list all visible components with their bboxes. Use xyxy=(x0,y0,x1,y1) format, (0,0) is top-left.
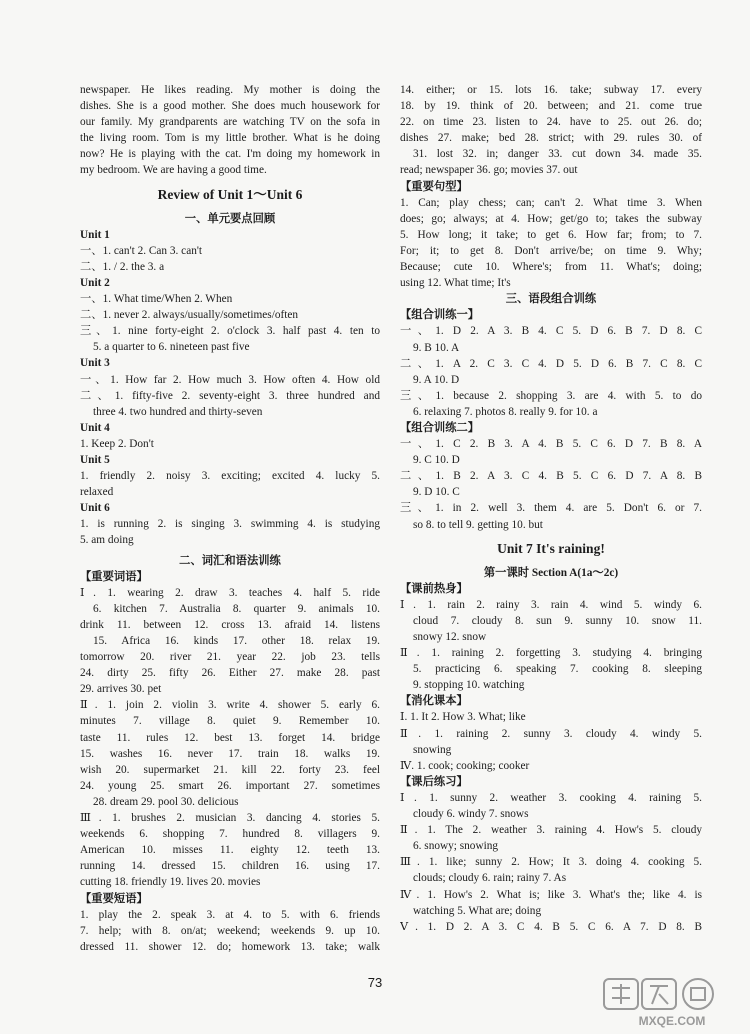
text-line: Ⅲ. 1. brushes 2. musician 3. dancing 4. stories 5. xyxy=(80,812,380,825)
text-line: 29. arrives 30. pet xyxy=(80,683,162,696)
text-line: now? He is playing with the cat. I'm doing my homework in xyxy=(80,148,380,161)
section-title: Review of Unit 1～Unit 6 xyxy=(157,186,303,202)
subsection-heading: 第一课时 Section A(1a～2c) xyxy=(483,566,619,579)
text-line: American 10. misses 11. eighty 12. teeth 13. xyxy=(80,844,380,857)
text-line: 14. either; or 15. lots 16. take; subway 17. every xyxy=(400,84,702,96)
text-line: taste 11. rules 12. best 13. forget 14. bridge xyxy=(80,731,380,744)
text-line: Ⅳ. 1. cook; cooking; cooker xyxy=(400,759,530,772)
category-label: 【课前热身】 xyxy=(400,582,468,595)
left-column xyxy=(80,82,380,955)
text-line: 5. practicing 6. speaking 7. cooking 8. sleeping xyxy=(413,663,702,676)
watermark-logo xyxy=(602,976,742,1028)
text-line: Because; cute 10. Where's; from 11. What's; doing; xyxy=(400,261,702,274)
text-line: Ⅰ. 1. It 2. How 3. What; like xyxy=(400,711,526,724)
text-line: 1. friendly 2. noisy 3. exciting; excited 4. lucky 5. xyxy=(80,470,380,483)
text-line: drink 11. between 12. cross 13. afraid 14. listens xyxy=(80,618,380,631)
text-line: Ⅱ. 1. The 2. weather 3. raining 4. How's 5. cloudy xyxy=(400,824,702,837)
unit-label: Unit 1 xyxy=(80,228,110,241)
text-line: 一、1. C 2. B 3. A 4. B 5. C 6. D 7. B 8. A xyxy=(400,438,702,451)
text-line: snowing xyxy=(413,743,452,756)
text-line: Ⅱ. 1. join 2. violin 3. write 4. shower 5. early 6. xyxy=(80,699,380,712)
text-line: 二、1. A 2. C 3. C 4. D 5. D 6. B 7. C 8. C xyxy=(400,357,702,370)
text-line: three 4. two hundred and thirty-seven xyxy=(93,405,263,418)
subsection-heading: 二、词汇和语法训练 xyxy=(179,554,281,567)
text-line: 9. D 10. C xyxy=(413,486,460,499)
right-column xyxy=(400,82,702,935)
text-line: Ⅲ. 1. like; sunny 2. How; It 3. doing 4. cooking 5. xyxy=(400,856,702,869)
text-line: relaxed xyxy=(80,486,114,499)
unit-label: Unit 2 xyxy=(80,276,110,289)
category-label: 【重要词语】 xyxy=(80,570,148,583)
text-line: 1. Keep 2. Don't xyxy=(80,437,154,450)
text-line: 一、1. D 2. A 3. B 4. C 5. D 6. B 7. D 8. C xyxy=(400,325,702,338)
category-label: 【重要短语】 xyxy=(80,892,148,905)
text-line: 三、1. in 2. well 3. them 4. are 5. Don't 6. or 7. xyxy=(400,502,702,515)
text-line: using 12. What time; It's xyxy=(400,277,511,290)
text-line: 一、1. What time/When 2. When xyxy=(80,293,233,306)
text-line: Ⅰ. 1. wearing 2. draw 3. teaches 4. half 5. ride xyxy=(80,586,380,599)
text-line: 二、1. / 2. the 3. a xyxy=(80,260,165,273)
page-number: 73 xyxy=(367,975,383,990)
text-line: 6. snowy; snowing xyxy=(413,840,499,853)
text-line: 28. dream 29. pool 30. delicious xyxy=(93,795,239,808)
text-line: 1. is running 2. is singing 3. swimming 4. is studying xyxy=(80,518,380,531)
text-line: weekends 6. shopping 7. hundred 8. villagers 9. xyxy=(80,828,380,841)
text-line: cloudy 6. windy 7. snows xyxy=(413,808,529,821)
subsection-heading: 三、语段组合训练 xyxy=(505,293,597,306)
text-line: so 8. to tell 9. getting 10. but xyxy=(413,518,543,531)
text-line: tomorrow 20. river 21. year 22. job 23. tells xyxy=(80,651,380,664)
text-line: 9. B 10. A xyxy=(413,341,460,354)
text-line: 9. C 10. D xyxy=(413,454,460,467)
text-line: 24. young 25. smart 26. important 27. sometimes xyxy=(80,779,380,792)
text-line: minutes 7. village 8. quiet 9. Remember 10. xyxy=(80,715,380,728)
text-line: For; it; to get 8. Don't arrive/be; on time 9. Why; xyxy=(400,244,702,257)
text-line: Ⅱ. 1. raining 2. forgetting 3. studying 4. bringing xyxy=(400,647,702,660)
text-line: 1. Can; play chess; can; can't 2. What time 3. When xyxy=(400,196,702,209)
unit-label: Unit 6 xyxy=(80,502,110,515)
unit-label: Unit 5 xyxy=(80,453,110,466)
text-line: watching 5. What are; doing xyxy=(413,904,542,917)
text-line: 31. lost 32. in; danger 33. cut down 34. made 35. xyxy=(413,148,702,161)
text-line: 1. play the 2. speak 3. at 4. to 5. with 6. friends xyxy=(80,908,380,921)
text-line: 二、1. never 2. always/usually/sometimes/often xyxy=(80,309,299,322)
text-line: newspaper. He likes reading. My mother is doing the xyxy=(80,84,380,96)
unit-label: Unit 4 xyxy=(80,421,110,434)
text-line: 一、1. How far 2. How much 3. How often 4. How old xyxy=(80,373,380,386)
text-line: 5. a quarter to 6. nineteen past five xyxy=(93,341,250,354)
text-line: 二、1. fifty-five 2. seventy-eight 3. three hundred and xyxy=(80,389,380,402)
category-label: 【消化课本】 xyxy=(400,695,468,708)
text-line: Ⅰ. 1. rain 2. rainy 3. rain 4. wind 5. windy 6. xyxy=(400,598,702,611)
text-line: 18. by 19. think of 20. between; and 21. come true xyxy=(400,100,702,113)
text-line: 一、1. can't 2. Can 3. can't xyxy=(80,244,203,257)
text-line: the living room. Tom is my little brother. What is he doing xyxy=(80,132,380,145)
text-line: does; go; always; at 4. How; get/go to; takes the subway xyxy=(400,212,702,225)
text-line: 5. How long; it take; to get 6. How far; from; to 7. xyxy=(400,228,702,241)
text-line: running 14. dressed 15. children 16. using 17. xyxy=(80,860,380,873)
text-line: snowy 12. snow xyxy=(413,631,487,643)
category-label: 【重要句型】 xyxy=(400,180,468,193)
text-line: Ⅰ. 1. sunny 2. weather 3. cooking 4. raining 5. xyxy=(400,791,702,804)
category-label: 【课后练习】 xyxy=(400,775,468,788)
subsection-heading: 一、单元要点回顾 xyxy=(184,212,276,225)
text-line: my bedroom. We are having a good time. xyxy=(80,164,267,177)
text-line: 9. A 10. D xyxy=(413,373,460,386)
text-line: Ⅳ. 1. How's 2. What is; like 3. What's the; like 4. is xyxy=(400,888,702,901)
text-line: Ⅴ. 1. D 2. A 3. C 4. B 5. C 6. A 7. D 8. B xyxy=(400,920,702,933)
text-line: 7. help; with 8. on/at; weekend; weekends 9. up 10. xyxy=(80,924,380,937)
text-line: dishes. She is a good mother. She does much housework for xyxy=(80,100,380,113)
text-line: Ⅱ. 1. raining 2. sunny 3. cloudy 4. windy 5. xyxy=(400,727,702,740)
text-line: cutting 18. friendly 19. lives 20. movies xyxy=(80,876,261,889)
text-line: 24. dirty 25. fifty 26. Either 27. make 28. past xyxy=(80,667,380,680)
category-label: 【组合训练二】 xyxy=(400,421,480,434)
text-line: wish 20. supermarket 21. kill 22. forty 23. feel xyxy=(80,763,380,776)
text-line: 6. relaxing 7. photos 8. really 9. for 10. a xyxy=(413,405,598,418)
text-line: clouds; cloudy 6. rain; rainy 7. As xyxy=(413,872,567,885)
text-line: 三、1. because 2. shopping 3. are 4. with 5. to do xyxy=(400,389,702,402)
text-line: read; newspaper 36. go; movies 37. out xyxy=(400,164,578,177)
text-line: 15. Africa 16. kinds 17. other 18. relax 19. xyxy=(93,635,380,647)
text-line: 5. am doing xyxy=(80,534,134,547)
unit-label: Unit 3 xyxy=(80,357,110,370)
text-line: 三、1. nine forty-eight 2. o'clock 3. half past 4. ten to xyxy=(80,325,380,338)
text-line: dishes 27. make; bed 28. strict; with 29. rules 30. of xyxy=(400,132,702,145)
text-line: 6. kitchen 7. Australia 8. quarter 9. animals 10. xyxy=(93,602,380,615)
text-line: cloud 7. cloudy 8. sun 9. sunny 10. snow 11. xyxy=(413,614,702,627)
text-line: 22. on time 23. listen to 24. have to 25. out 26. do; xyxy=(400,116,702,129)
section-title: Unit 7 It's raining! xyxy=(497,540,605,556)
svg-text:MXQE.COM: MXQE.COM xyxy=(638,1014,706,1028)
text-line: 15. washes 16. never 17. train 18. walks 19. xyxy=(80,747,380,760)
text-line: dressed 11. shower 12. do; homework 13. take; walk xyxy=(80,940,380,953)
text-line: 9. stopping 10. watching xyxy=(413,679,525,692)
text-line: 二、1. B 2. A 3. C 4. B 5. C 6. D 7. A 8. B xyxy=(400,470,702,483)
text-line: our family. My grandparents are watching TV on the sofa in xyxy=(80,116,380,129)
category-label: 【组合训练一】 xyxy=(400,309,480,322)
